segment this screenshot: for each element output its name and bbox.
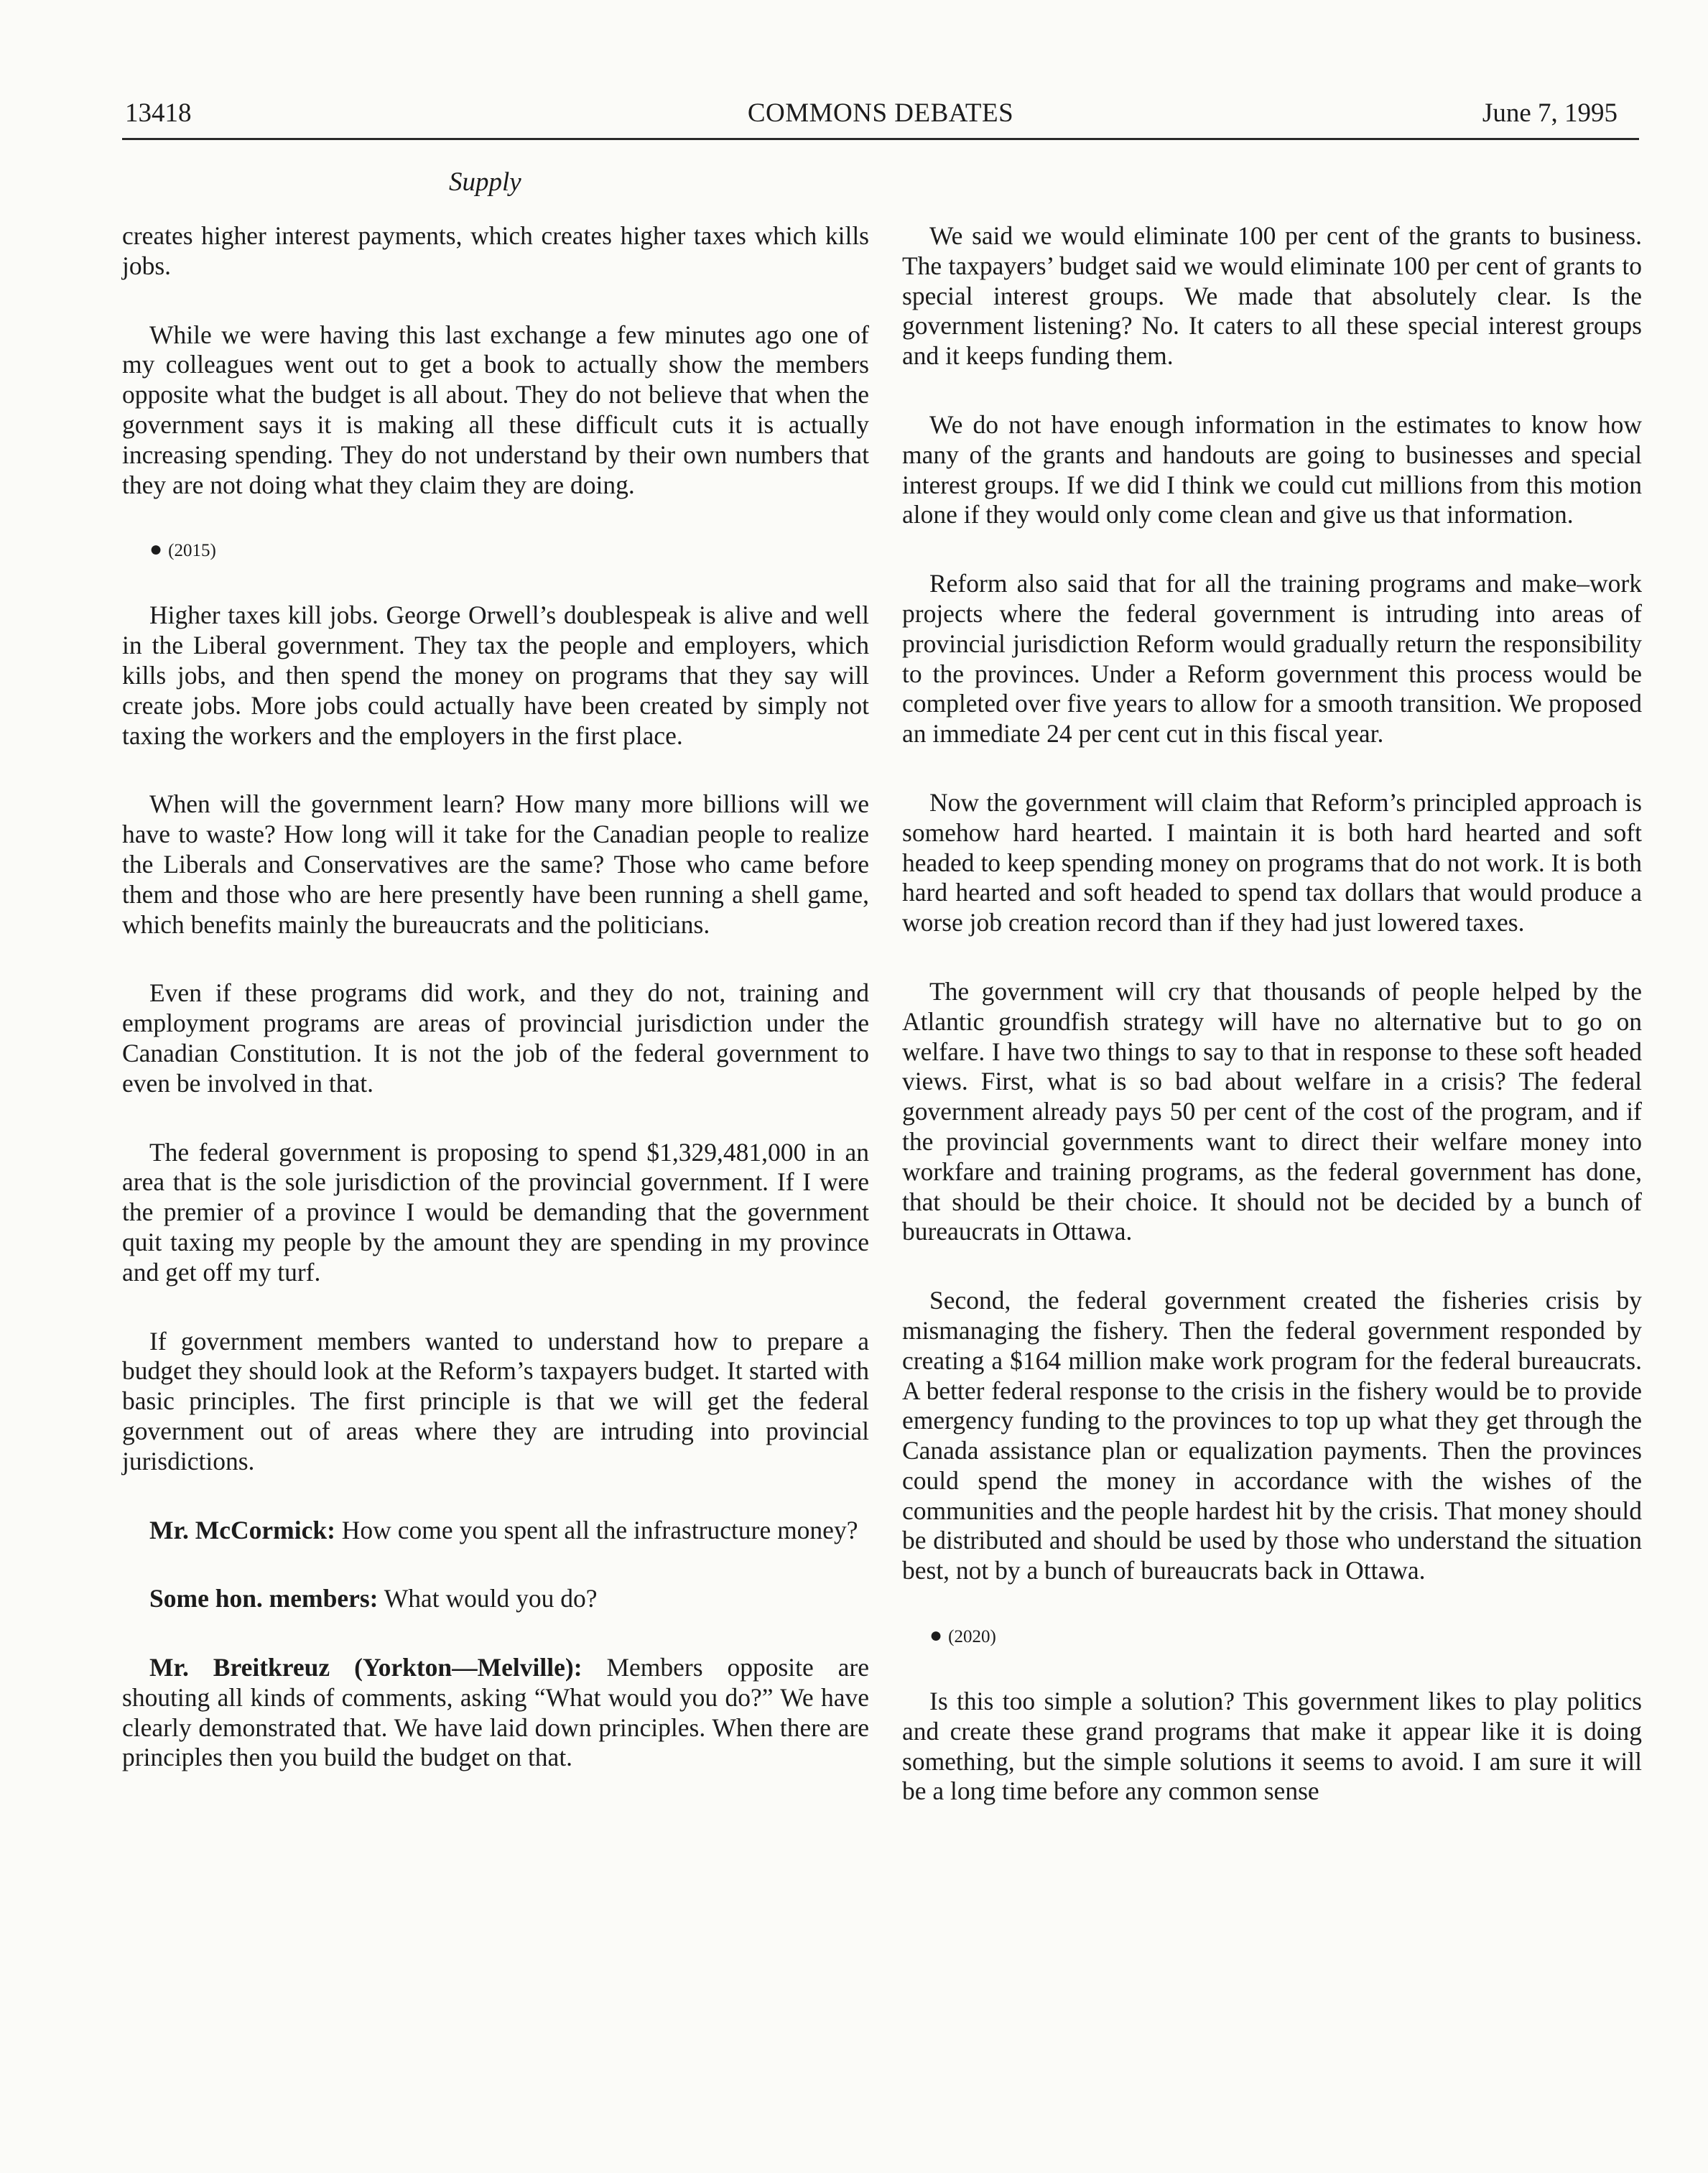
speaker-name: Some hon. members: xyxy=(149,1584,379,1613)
time-marker-label: (2020) xyxy=(948,1627,996,1647)
page-header xyxy=(122,92,1639,138)
paragraph: While we were having this last exchange a few minutes ago one of my colleagues went out to get a book to actually show the members opposite what the budget is all about. They do not believe that when the government says it is making all these difficult cuts it is actually increasing spending. They do not understand by their own numbers that they are not doing what they claim they are doing. xyxy=(122,320,869,499)
paragraph: When will the government learn? How many more billions will we have to waste? How long will it take for the Canadian people to realize the Liberals and Conservatives are the same? Those who came before them and those who are here presently have been running a shell game, which benefits mainly the bureaucrats and the politicians. xyxy=(122,789,869,939)
speech-text: What would you do? xyxy=(384,1584,598,1613)
paragraph: Is this too simple a solution? This government likes to play politics and create these grand programs that make it appear like it is doing something, but the simple solutions it seems to avoid. I am sure it will be a long time before any common sense xyxy=(902,1687,1642,1806)
paragraph: creates higher interest payments, which creates higher taxes which kills jobs. xyxy=(122,221,869,280)
paragraph: We do not have enough information in the estimates to know how many of the grants and handouts are going to businesses and special interest groups. If we did I think we could cut millions from this motion alone if they would only come clean and give us that information. xyxy=(902,409,1642,529)
paragraph: The government will cry that thousands of people helped by the Atlantic groundfish strategy will have no alternative but to go on welfare. I have two things to say to that in response to these soft headed views. First, what is so bad about welfare in a crisis? The federal government already pays 50 per cent of the cost of the program, and if the provincial governments want to direct their welfare money into workfare and training programs, as the federal government has done, that should be their choice. It should not be decided by a bunch of bureaucrats in Ottawa. xyxy=(902,976,1642,1246)
speech-text: How come you spent all the infrastructure money? xyxy=(341,1515,858,1544)
publication-date: June 7, 1995 xyxy=(1482,98,1618,128)
paragraph: Now the government will claim that Reform’s principled approach is somehow hard hearted. I maintain it is both hard hearted and soft headed to keep spending money on programs that do not work. It is both hard hearted and soft headed to spend tax dollars that would produce a worse job creation record than if they had just lowered taxes. xyxy=(902,787,1642,937)
paragraph: Higher taxes kill jobs. George Orwell’s doublespeak is alive and well in the Liberal government. They tax the people and employers, which kills jobs, and then spend the money on programs that they say will create jobs. More jobs could actually have been created by simply not taxing the workers and the employers in the first place. xyxy=(122,601,869,750)
bullet-icon: ● xyxy=(929,1623,943,1648)
paragraph: Even if these programs did work, and they do not, training and employment programs are areas of provincial jurisdiction under the Canadian Constitution. It is not the job of the federal government to even be involved in that. xyxy=(122,978,869,1098)
time-marker xyxy=(902,1625,1642,1648)
right-column xyxy=(902,221,1642,1845)
publication-title: COMMONS DEBATES xyxy=(747,98,1014,128)
speech-paragraph xyxy=(122,1516,869,1546)
page-number: 13418 xyxy=(125,98,192,128)
left-column xyxy=(122,221,869,1812)
speaker-name: Mr. Breitkreuz (Yorkton—Melville): xyxy=(149,1653,583,1682)
speech-paragraph xyxy=(122,1584,869,1614)
paragraph: If government members wanted to understand how to prepare a budget they should look at the Reform’s taxpayers budget. It started with basic principles. The first principle is that we will get the federal government out of areas where they are intruding into provincial jurisdictions. xyxy=(122,1326,869,1475)
paragraph: Second, the federal government created the fisheries crisis by mismanaging the fishery. Then the federal government responded by creating a $164 million make work program for the federal bureaucrats. A better federal response to the crisis in the fishery would be to provide emergency funding to the provinces to top up what they get through the Canada assistance plan or equalization payments. Then the provinces could spend the money in accordance with the wishes of the communities and the people hardest hit by the crisis. That money should be distributed and should be used by those who understand the situation best, not by a bunch of bureaucrats back in Ottawa. xyxy=(902,1286,1642,1585)
speech-text: Members opposite are shouting all kinds of comments, asking “What would you do?” We have clearly demonstrated that. We have laid down principles. When there are principles then you build the budget on that. xyxy=(122,1653,870,1772)
section-heading: Supply xyxy=(449,167,521,197)
paragraph: We said we would eliminate 100 per cent of the grants to business. The taxpayers’ budget said we would eliminate 100 per cent of grants to special interest groups. We made that absolutely clear. Is the government listening? No. It caters to all these special interest groups and it keeps funding them. xyxy=(902,221,1642,371)
speech-paragraph xyxy=(122,1653,869,1773)
bullet-icon: ● xyxy=(149,537,163,562)
time-marker-label: (2015) xyxy=(168,541,216,561)
time-marker xyxy=(122,539,869,562)
paragraph: Reform also said that for all the training programs and make–work projects where the federal government is intruding into areas of provincial jurisdiction Reform would gradually return the responsibility to the provinces. Under a Reform government this process would be completed over five years to allow for a smooth transition. We proposed an immediate 24 per cent cut in this fiscal year. xyxy=(902,569,1642,749)
speaker-name: Mr. McCormick: xyxy=(149,1515,335,1544)
paragraph: The federal government is proposing to spend $1,329,481,000 in an area that is the sole jurisdiction of the provincial government. If I were the premier of a province I would be demanding that the government quit taxing my people by the amount they are spending in my province and get off my turf. xyxy=(122,1137,869,1287)
header-rule xyxy=(122,138,1639,140)
